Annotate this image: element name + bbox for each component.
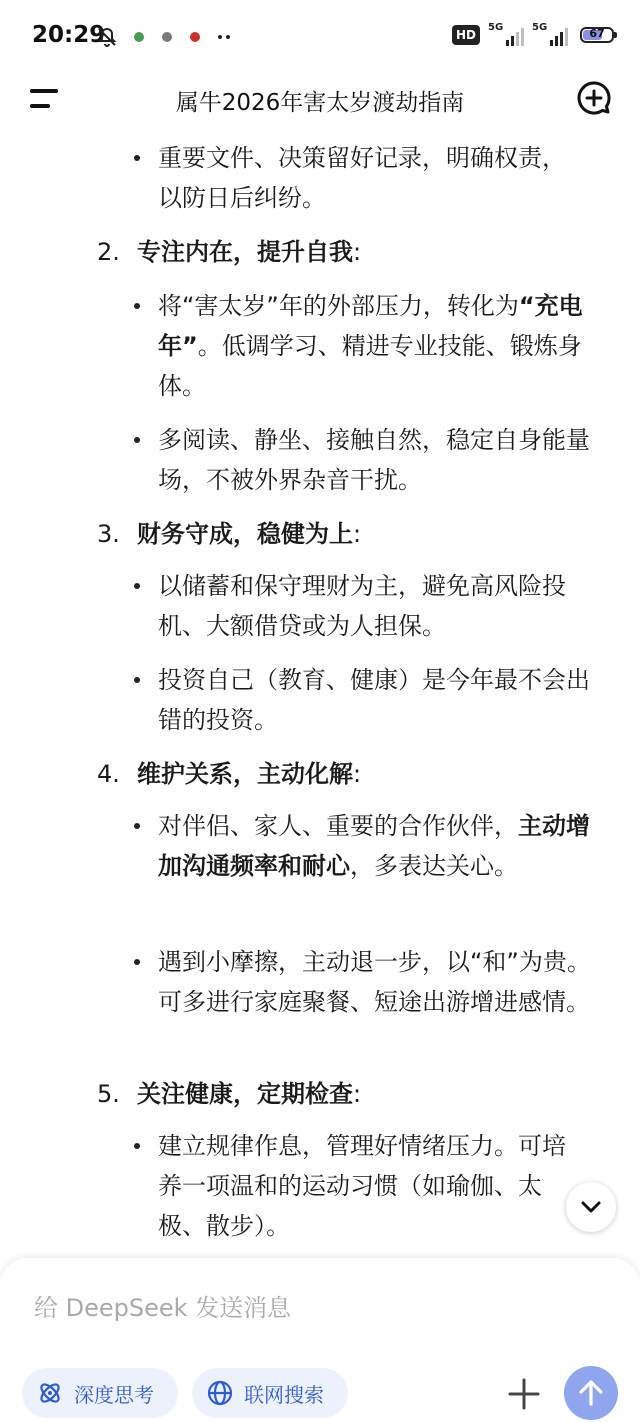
status-bar [0,0,640,76]
mute-bell-icon [96,26,118,48]
status-right [452,24,614,46]
section-heading: 2. 专注内在，提升自我: [97,238,362,266]
section-heading: 5. 关注健康，定期检查: [97,1080,362,1108]
section-heading: 3. 财务守成，稳健为上: [97,520,362,548]
globe-icon [206,1379,234,1407]
arrow-up-icon [577,1378,605,1408]
chevron-down-icon [580,1200,602,1214]
list-item: 多阅读、静坐、接触自然，稳定自身能量场，不被外界杂音干扰。 [134,420,598,500]
chat-message [0,136,640,1254]
hd-badge: HD [452,25,480,45]
status-left-icons [96,26,234,48]
list-item: 投资自己（教育、健康）是今年最不会出错的投资。 [134,660,598,740]
web-search-button[interactable] [192,1368,348,1418]
status-time: 20:29 [32,22,106,48]
signal-5g-2: 5G [532,24,568,46]
new-chat-icon[interactable] [576,80,612,116]
list-item: 重要文件、决策留好记录，明确权责，以防日后纠纷。 [134,138,574,218]
app-notification-icon [188,30,202,44]
attach-plus-icon[interactable] [506,1376,542,1412]
more-dots-icon [216,30,234,44]
send-button[interactable] [564,1366,618,1420]
list-item: 以储蓄和保守理财为主，避免高风险投机、大额借贷或为人担保。 [134,566,598,646]
app-header [0,76,640,122]
signal-bars-icon [506,28,524,46]
list-item: 建立规律作息，管理好情绪压力。可培养一项温和的运动习惯（如瑜伽、太极、散步）。 [134,1126,574,1246]
section-heading: 4. 维护关系，主动化解: [97,760,362,788]
signal-5g-1: 5G [488,24,524,46]
app-notification-icon [132,30,146,44]
list-item: 对伴侣、家人、重要的合作伙伴，主动增加沟通频率和耐心，多表达关心。 [134,806,598,886]
message-input[interactable]: 给 DeepSeek 发送消息 [34,1294,292,1322]
page-title: 属牛2026年害太岁渡劫指南 [175,90,465,116]
deep-think-label: 深度思考 [74,1382,154,1407]
scroll-to-bottom-button[interactable] [566,1182,616,1232]
deep-think-button[interactable] [22,1368,178,1418]
app-notification-icon [160,30,174,44]
list-item: 将“害太岁”年的外部压力，转化为“充电年”。低调学习、精进专业技能、锻炼身体。 [134,286,614,406]
message-composer [0,1258,640,1422]
battery-icon: 67 [580,27,614,43]
web-search-label: 联网搜索 [244,1382,324,1407]
atom-icon [36,1379,64,1407]
list-item: 遇到小摩擦，主动退一步，以“和”为贵。可多进行家庭聚餐、短途出游增进感情。 [134,942,598,1022]
signal-bars-icon [550,28,568,46]
